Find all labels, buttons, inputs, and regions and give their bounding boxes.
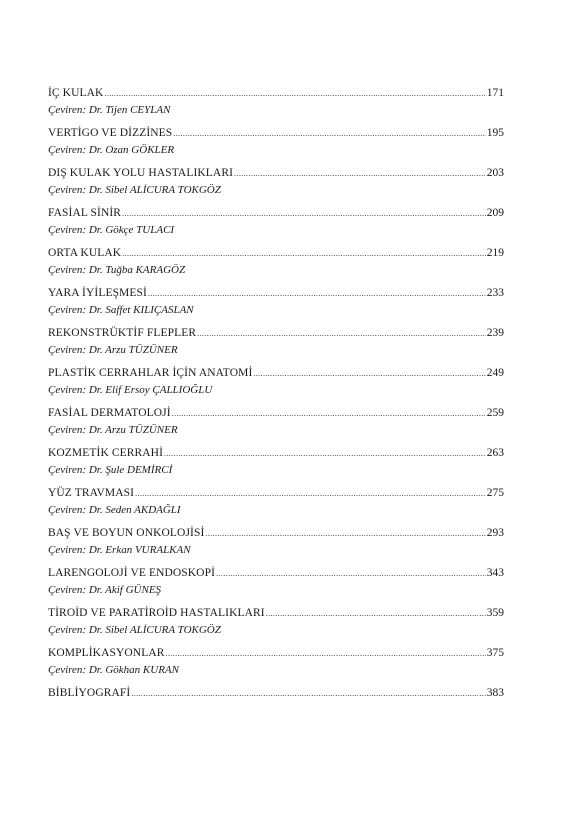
chapter-title: KOMPLİKASYONLAR bbox=[48, 647, 165, 659]
toc-entry[interactable] bbox=[48, 166, 504, 206]
page-number: 249 bbox=[486, 367, 504, 379]
dot-leader bbox=[234, 166, 486, 181]
page-number: 195 bbox=[486, 127, 504, 139]
dot-leader bbox=[205, 526, 485, 541]
toc-entry-row bbox=[48, 86, 504, 101]
translator-credit: Çeviren: Dr. Gökhan KURAN bbox=[48, 664, 179, 676]
chapter-title: KOZMETİK CERRAHİ bbox=[48, 447, 163, 459]
toc-entry-row bbox=[48, 646, 504, 661]
translator-credit: Çeviren: Dr. Arzu TÜZÜNER bbox=[48, 344, 178, 356]
toc-entry[interactable] bbox=[48, 126, 504, 166]
toc-entry[interactable] bbox=[48, 486, 504, 526]
toc-entry-row bbox=[48, 286, 504, 301]
toc-entry-row bbox=[48, 206, 504, 221]
translator-credit: Çeviren: Dr. Gökçe TULACI bbox=[48, 224, 175, 236]
chapter-title: YÜZ TRAVMASI bbox=[48, 487, 135, 499]
translator-credit: Çeviren: Dr. Ozan GÖKLER bbox=[48, 144, 175, 156]
toc-entry-row bbox=[48, 446, 504, 461]
toc-entry[interactable] bbox=[48, 686, 504, 726]
toc-entry[interactable] bbox=[48, 86, 504, 126]
chapter-title: ORTA KULAK bbox=[48, 247, 122, 259]
toc-entry-row bbox=[48, 526, 504, 541]
toc-entry[interactable] bbox=[48, 526, 504, 566]
dot-leader bbox=[253, 366, 485, 381]
page-number: 203 bbox=[486, 167, 504, 179]
page-number: 171 bbox=[486, 87, 504, 99]
dot-leader bbox=[148, 286, 486, 301]
chapter-title: BAŞ VE BOYUN ONKOLOJİSİ bbox=[48, 527, 205, 539]
chapter-title: FASİAL SİNİR bbox=[48, 207, 122, 219]
toc-entry[interactable] bbox=[48, 606, 504, 646]
translator-credit: Çeviren: Dr. Sibel ALİCURA TOKGÖZ bbox=[48, 184, 221, 196]
chapter-title: BİBLİYOGRAFİ bbox=[48, 687, 131, 699]
chapter-title: İÇ KULAK bbox=[48, 87, 104, 99]
dot-leader bbox=[164, 446, 486, 461]
toc-entry-row bbox=[48, 686, 504, 701]
page-number: 259 bbox=[486, 407, 504, 419]
chapter-title: DIŞ KULAK YOLU HASTALIKLARI bbox=[48, 167, 234, 179]
toc-entry[interactable] bbox=[48, 406, 504, 446]
page-number: 359 bbox=[486, 607, 504, 619]
toc-entry-row bbox=[48, 326, 504, 341]
dot-leader bbox=[197, 326, 486, 341]
page-number: 383 bbox=[486, 687, 504, 699]
dot-leader bbox=[266, 606, 486, 621]
translator-credit: Çeviren: Dr. Şule DEMİRCİ bbox=[48, 464, 173, 476]
table-of-contents bbox=[48, 86, 504, 726]
toc-entry[interactable] bbox=[48, 366, 504, 406]
page-number: 263 bbox=[486, 447, 504, 459]
translator-credit: Çeviren: Dr. Saffet KILIÇASLAN bbox=[48, 304, 194, 316]
toc-entry-row bbox=[48, 126, 504, 141]
chapter-title: YARA İYİLEŞMESİ bbox=[48, 287, 147, 299]
dot-leader bbox=[104, 86, 485, 101]
toc-entry[interactable] bbox=[48, 206, 504, 246]
translator-credit: Çeviren: Dr. Akif GÜNEŞ bbox=[48, 584, 162, 596]
translator-credit: Çeviren: Dr. Tijen CEYLAN bbox=[48, 104, 171, 116]
page-number: 233 bbox=[486, 287, 504, 299]
page-number: 219 bbox=[486, 247, 504, 259]
translator-credit: Çeviren: Dr. Sibel ALİCURA TOKGÖZ bbox=[48, 624, 221, 636]
toc-entry-row bbox=[48, 366, 504, 381]
toc-entry-row bbox=[48, 486, 504, 501]
chapter-title: TİROİD VE PARATİROİD HASTALIKLARI bbox=[48, 607, 265, 619]
toc-entry[interactable] bbox=[48, 286, 504, 326]
dot-leader bbox=[122, 246, 486, 261]
toc-entry-row bbox=[48, 606, 504, 621]
translator-credit: Çeviren: Dr. Seden AKDAĞLI bbox=[48, 504, 181, 516]
toc-entry-row bbox=[48, 566, 504, 581]
toc-entry[interactable] bbox=[48, 646, 504, 686]
toc-entry-row bbox=[48, 246, 504, 261]
dot-leader bbox=[216, 566, 486, 581]
toc-entry[interactable] bbox=[48, 566, 504, 606]
dot-leader bbox=[173, 126, 485, 141]
translator-credit: Çeviren: Dr. Erkan VURALKAN bbox=[48, 544, 191, 556]
dot-leader bbox=[166, 646, 486, 661]
page-number: 275 bbox=[486, 487, 504, 499]
chapter-title: VERTİGO VE DİZZİNES bbox=[48, 127, 173, 139]
chapter-title: FASİAL DERMATOLOJİ bbox=[48, 407, 171, 419]
chapter-title: LARENGOLOJİ VE ENDOSKOPİ bbox=[48, 567, 216, 579]
translator-credit: Çeviren: Dr. Arzu TÜZÜNER bbox=[48, 424, 178, 436]
dot-leader bbox=[172, 406, 486, 421]
chapter-title: REKONSTRÜKTİF FLEPLER bbox=[48, 327, 197, 339]
page-number: 343 bbox=[486, 567, 504, 579]
chapter-title: PLASTİK CERRAHLAR İÇİN ANATOMİ bbox=[48, 367, 253, 379]
page-number: 375 bbox=[486, 647, 504, 659]
toc-entry-row bbox=[48, 166, 504, 181]
dot-leader bbox=[135, 486, 486, 501]
page-number: 239 bbox=[486, 327, 504, 339]
translator-credit: Çeviren: Dr. Elif Ersoy ÇALLIOĞLU bbox=[48, 384, 213, 396]
page-number: 293 bbox=[486, 527, 504, 539]
toc-entry-row bbox=[48, 406, 504, 421]
dot-leader bbox=[131, 686, 485, 701]
toc-entry[interactable] bbox=[48, 246, 504, 286]
translator-credit: Çeviren: Dr. Tuğba KARAGÖZ bbox=[48, 264, 186, 276]
dot-leader bbox=[122, 206, 486, 221]
toc-entry[interactable] bbox=[48, 326, 504, 366]
page-number: 209 bbox=[486, 207, 504, 219]
toc-entry[interactable] bbox=[48, 446, 504, 486]
